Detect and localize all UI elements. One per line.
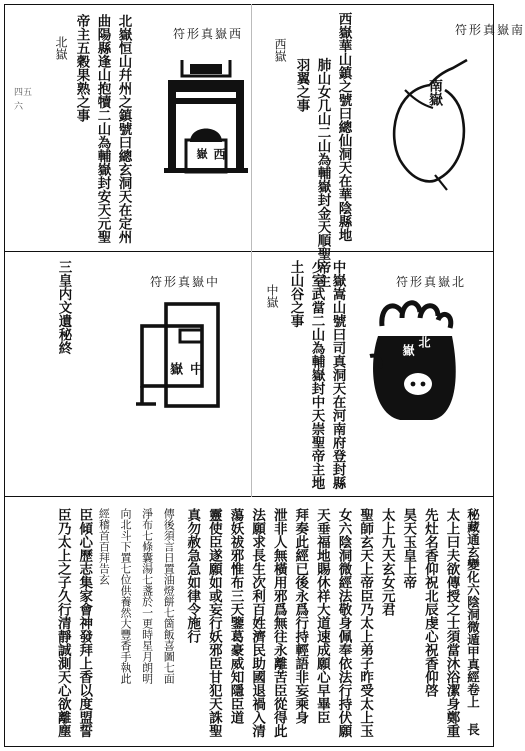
scripture-line: 泄非人無橫用邪爲無往永離苦臣從得此	[270, 508, 287, 738]
scripture-line: 靈使臣遂願如或妄行妖邪臣甘犯天誅聖	[205, 508, 222, 738]
scripture-line: 昊天玉皇上帝	[400, 508, 417, 589]
north-talisman-glyph	[360, 296, 464, 428]
scripture-line: 天垂福地賜休祥大道速成願心早畢臣	[313, 508, 330, 724]
divider-middle	[4, 496, 494, 497]
west-talisman-glyph	[160, 54, 252, 178]
center-desc-line-3: 土山谷之事	[287, 260, 304, 328]
south-talisman-title: 南嶽真形符	[455, 23, 525, 37]
south-talisman-glyph	[375, 50, 485, 190]
scripture-line: 經稽首百拜告玄	[97, 508, 111, 585]
scripture-line: 太上九天玄女元君	[378, 508, 395, 616]
scripture-line: 拜奏此經已後永爲行持輕語非妄乘身	[292, 508, 309, 724]
north-glyph-label-2: 嶽	[401, 344, 415, 356]
north-desc-line-1: 北嶽恒山幷州之鎮號曰總玄洞天在定州	[115, 14, 132, 244]
center-desc-line-2: 少室武當二山為輔嶽封中天崇聖帝主地	[308, 260, 325, 490]
west-talisman-title: 西嶽真形符	[173, 27, 244, 41]
scripture-line: 先灶名香仰祝北辰虔心祝香仰啓	[421, 508, 438, 697]
west-desc-line-1: 西嶽華山鎮之號曰總仙洞天在華陰縣地	[335, 12, 352, 242]
center-heading: 中嶽	[265, 284, 279, 308]
colophon: 三皇内文遺秘終	[55, 260, 72, 355]
scripture-line: 法願求長生次利百姓濟民助國退禍入清	[249, 508, 266, 738]
scroll-header: 秘藏通玄變化六陰洞微遁甲真經卷上 長	[465, 508, 481, 736]
scripture-line: 傳後須言日置油燈餅七箇飯喜圖七面	[162, 508, 176, 684]
scripture-line: 真勿赦急急如律令施行	[184, 508, 201, 643]
north-desc-line-2: 曲陽縣逢山抱犢二山為輔嶽封安天元聖	[94, 14, 111, 244]
scripture-line: 太上曰夫欲傳授之士須當沐浴潔身鄭重	[443, 508, 460, 738]
center-talisman-glyph	[136, 300, 232, 412]
divider-upper	[4, 251, 494, 252]
scripture-line: 聖師玄天上帝臣乃太上弟子昨受太上玉	[357, 508, 374, 738]
center-talisman-title: 中嶽真形符	[150, 275, 221, 289]
scripture-line: 向北斗下置七位供養然大豐香手執此	[119, 508, 132, 684]
north-glyph-label: 北	[417, 336, 431, 348]
center-glyph-label: 中	[187, 362, 202, 375]
scripture-line: 臣傾心歷志集家會神發拜上香以度盟誓	[76, 508, 93, 738]
west-desc-line-3: 羽翼之事	[293, 58, 310, 112]
west-gate-label: 嶽	[195, 148, 208, 159]
margin-note: 四五 六	[14, 88, 33, 113]
south-glyph-label: 南嶽	[427, 78, 443, 106]
scripture-line: 女六陰洞微經法敬身佩奉依法行持伏願	[335, 508, 352, 738]
center-glyph-label-2: 嶽	[167, 362, 182, 375]
north-talisman-title: 北嶽真形符	[396, 275, 467, 289]
west-heading: 西嶽	[273, 38, 287, 62]
west-desc-line-2: 肺山女几山二山為輔嶽封金天順聖帝主	[314, 58, 331, 288]
north-desc-line-3: 帝主五穀果熟之事	[73, 14, 90, 122]
center-desc-line-1: 中嶽嵩山號曰司真洞天在河南府登封縣	[329, 260, 346, 490]
west-glyph-label: 西	[212, 148, 226, 160]
scripture-line: 蕩妖祓邪惟布三天鑒葛豪威知隱臣道	[227, 508, 244, 724]
scripture-line: 臣乃太上之子久行清靜誠測天心欲離塵	[54, 508, 71, 738]
scripture-line: 淨布七條囊湯七盞於一更時星月朗明	[140, 508, 154, 684]
north-heading: 北嶽	[54, 36, 68, 60]
